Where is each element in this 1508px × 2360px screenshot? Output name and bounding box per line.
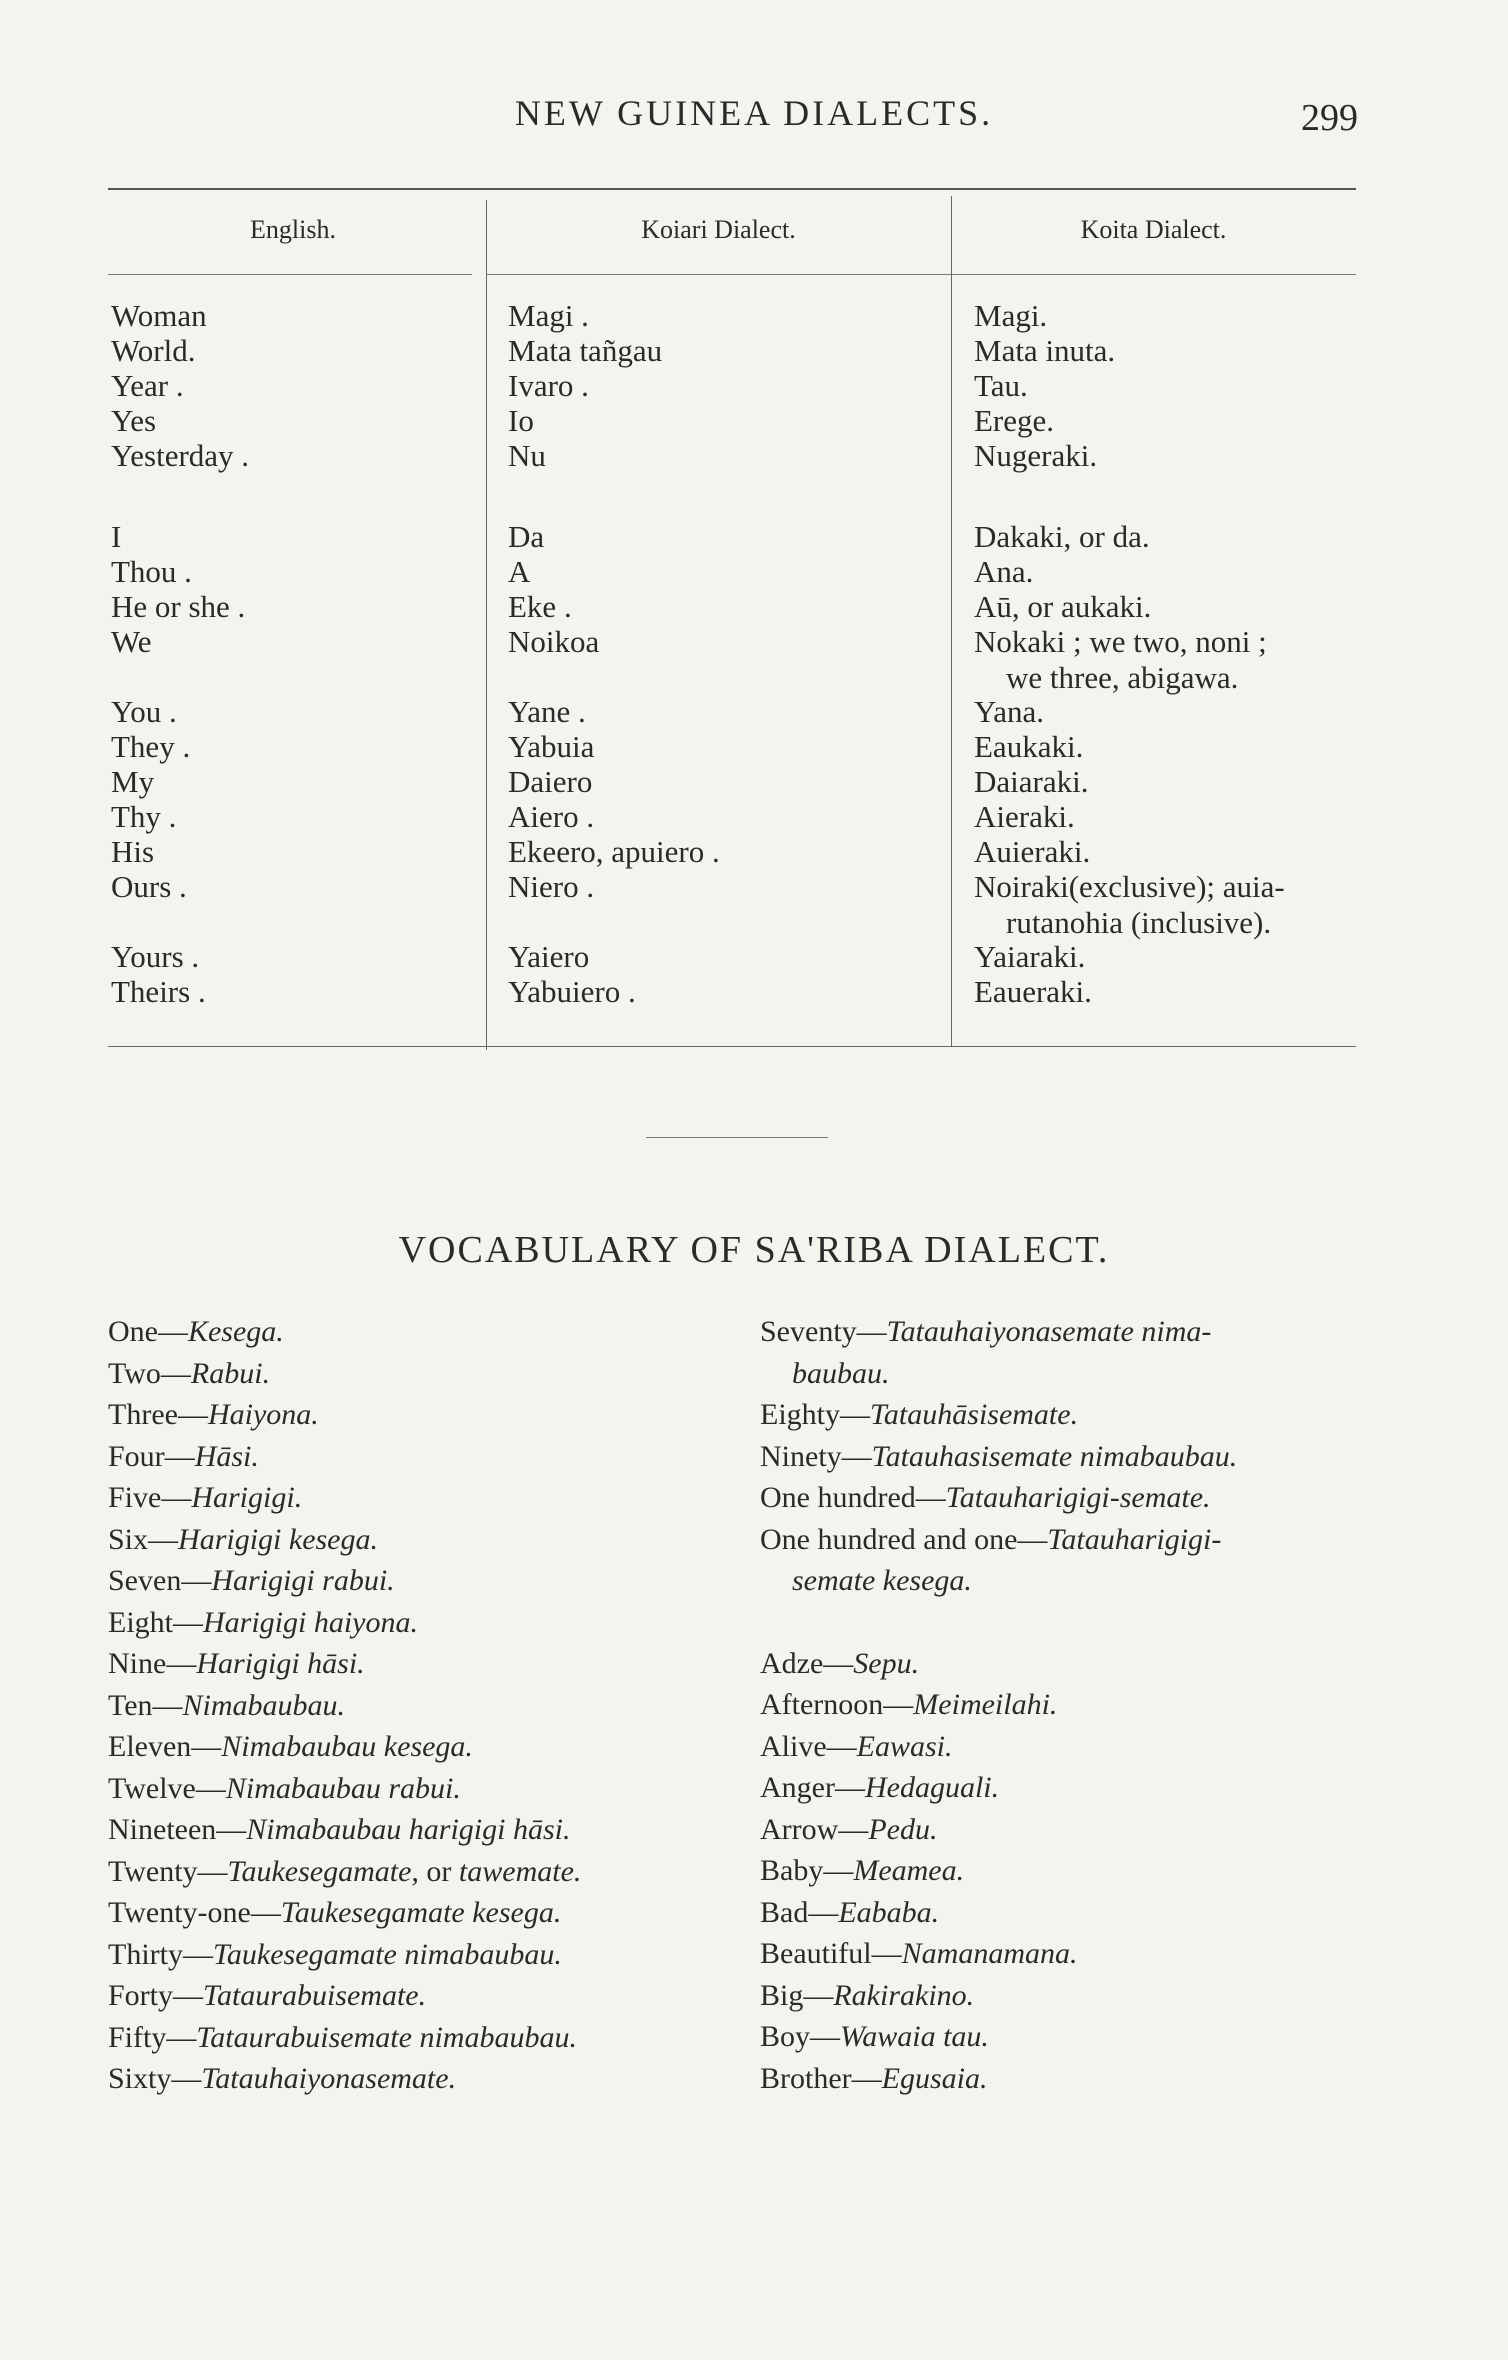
koita-cell bbox=[974, 368, 1362, 404]
dash: — bbox=[838, 1812, 869, 1846]
koita-text: Mata inuta. bbox=[974, 333, 1116, 368]
koita-text-continued: rutanohia (inclusive). bbox=[1006, 905, 1272, 940]
english-cell: I bbox=[111, 519, 122, 554]
dialect-word: Tatauharigigi-semate. bbox=[945, 1481, 1211, 1514]
english-word: Brother bbox=[760, 2061, 852, 2095]
dash: — bbox=[826, 1729, 857, 1763]
vocab-entry bbox=[108, 1892, 748, 1934]
vocab-entry bbox=[760, 1975, 1360, 2017]
vocab-entry bbox=[108, 1311, 748, 1353]
english-word: Alive bbox=[760, 1729, 827, 1763]
english-cell: Yours . bbox=[111, 939, 200, 974]
koita-cell bbox=[974, 939, 1362, 975]
english-word: One hundred bbox=[760, 1481, 916, 1514]
page-number: 299 bbox=[1301, 97, 1358, 139]
english-word: Adze bbox=[760, 1646, 824, 1680]
dash: — bbox=[851, 2061, 882, 2095]
english-cell: We bbox=[111, 624, 152, 659]
koita-cell bbox=[974, 694, 1362, 730]
column-divider-1 bbox=[486, 200, 487, 1050]
vocab-entry bbox=[108, 1602, 748, 1644]
english-word: Seventy bbox=[760, 1315, 857, 1348]
english-cell: Theirs . bbox=[111, 974, 206, 1009]
koiari-cell: Ivaro . bbox=[508, 368, 589, 403]
dialect-word: Harigigi rabui. bbox=[211, 1564, 395, 1597]
header-rule-1 bbox=[108, 274, 472, 275]
dash: — bbox=[152, 1688, 183, 1722]
english-word: Anger bbox=[760, 1771, 835, 1804]
english-word: Ninety bbox=[760, 1439, 842, 1473]
koita-cell bbox=[974, 729, 1362, 765]
koiari-cell: Yabuia bbox=[508, 729, 595, 764]
vocab-entry bbox=[108, 1394, 748, 1436]
dialect-word: Meimeilahi. bbox=[913, 1688, 1058, 1721]
dialect-word: Nimabaubau harigigi hāsi. bbox=[246, 1813, 571, 1846]
koiari-cell: Noikoa bbox=[508, 624, 600, 659]
dialect-word: Wawaia tau. bbox=[840, 2020, 989, 2053]
dialect-word: Taukesegamate nimabaubau. bbox=[213, 1937, 562, 1971]
koiari-cell: Da bbox=[508, 519, 545, 554]
vocabulary-table bbox=[108, 188, 1356, 1048]
dialect-word: Tatauhasisemate nimabaubau. bbox=[871, 1439, 1238, 1473]
dialect-word: Kesega. bbox=[187, 1315, 284, 1348]
koita-cell bbox=[974, 764, 1362, 800]
koita-text: Nokaki ; we two, noni ; bbox=[974, 624, 1267, 659]
dialect-word: Tataurabuisemate. bbox=[203, 1979, 427, 2012]
table-top-rule bbox=[108, 188, 1356, 190]
english-cell: He or she . bbox=[111, 589, 246, 624]
english-cell: They . bbox=[111, 729, 191, 764]
dialect-word: Tataurabuisemate nimabaubau. bbox=[196, 2020, 577, 2054]
dash: — bbox=[808, 1895, 839, 1929]
english-word: Eight bbox=[108, 1605, 173, 1639]
koita-cell bbox=[974, 438, 1362, 474]
english-word: Afternoon bbox=[760, 1688, 884, 1721]
vocab-entry bbox=[760, 1519, 1360, 1561]
running-header: NEW GUINEA DIALECTS. bbox=[514, 93, 994, 133]
koita-text: Tau. bbox=[974, 368, 1028, 403]
koiari-cell: Yaiero bbox=[508, 939, 590, 974]
koita-text: Eaueraki. bbox=[974, 974, 1092, 1009]
vocab-entry bbox=[108, 1726, 748, 1768]
dash: — bbox=[157, 1315, 188, 1348]
vocab-entry bbox=[760, 1892, 1360, 1934]
english-word: Eighty bbox=[760, 1398, 840, 1431]
vocab-entry bbox=[760, 1809, 1360, 1851]
koita-text: Noiraki(exclusive); auia- bbox=[974, 869, 1285, 904]
koita-text: Dakaki, or da. bbox=[974, 519, 1150, 554]
koita-text: Auieraki. bbox=[974, 834, 1091, 869]
koiari-cell: A bbox=[508, 554, 531, 589]
english-word: Bad bbox=[760, 1895, 809, 1929]
dialect-word-continued: baubau. bbox=[792, 1356, 890, 1390]
header-rule-2 bbox=[486, 274, 1356, 275]
english-cell: Yes bbox=[111, 403, 157, 438]
english-cell: Thy . bbox=[111, 799, 177, 834]
vocab-entry bbox=[108, 1685, 748, 1727]
dash: — bbox=[856, 1315, 887, 1348]
vocab-column-right bbox=[760, 1311, 1360, 2099]
english-cell: Year . bbox=[111, 368, 184, 403]
english-word: Arrow bbox=[760, 1812, 839, 1846]
dialect-word: Namanamana. bbox=[901, 1937, 1078, 1970]
koiari-cell: Eke . bbox=[508, 589, 572, 624]
english-word: Beautiful bbox=[760, 1937, 872, 1970]
english-word: One bbox=[108, 1315, 158, 1348]
koita-cell bbox=[974, 298, 1362, 334]
dialect-word: Rakirakino. bbox=[833, 1978, 975, 2012]
koita-cell bbox=[974, 519, 1362, 555]
koiari-cell: Ekeero, apuiero . bbox=[508, 834, 720, 869]
vocab-entry bbox=[108, 2058, 748, 2100]
koita-text: Nugeraki. bbox=[974, 438, 1098, 473]
dash: — bbox=[834, 1771, 865, 1804]
koiari-cell: Daiero bbox=[508, 764, 593, 799]
koita-text: Magi. bbox=[974, 298, 1048, 333]
english-cell: Yesterday . bbox=[111, 438, 250, 473]
english-cell: Ours . bbox=[111, 869, 187, 904]
english-word: Sixty bbox=[108, 2062, 172, 2095]
dash: — bbox=[803, 1978, 834, 2012]
dialect-word: Meamea. bbox=[853, 1854, 965, 1887]
koita-cell bbox=[974, 799, 1362, 835]
vocab-entry bbox=[760, 1477, 1360, 1519]
dash: — bbox=[164, 1439, 195, 1473]
dialect-word: Haiyona. bbox=[207, 1398, 319, 1431]
dash: — bbox=[250, 1896, 281, 1929]
dash: — bbox=[177, 1398, 208, 1431]
koita-cell bbox=[974, 403, 1362, 439]
vocab-entry bbox=[760, 1933, 1360, 1975]
dash: — bbox=[183, 1937, 213, 1971]
english-word: Ten bbox=[108, 1688, 153, 1722]
vocab-entry bbox=[108, 1560, 748, 1602]
vocab-entry bbox=[108, 1519, 748, 1561]
dialect-word: Rabui. bbox=[190, 1356, 271, 1390]
dialect-word: Tatauhaiyonasemate nima- bbox=[886, 1315, 1212, 1348]
dialect-word: Tatauhaiyonasemate. bbox=[201, 2062, 457, 2095]
dash: — bbox=[166, 2020, 197, 2054]
dialect-word: Hedaguali. bbox=[864, 1771, 1000, 1804]
koita-text: Eaukaki. bbox=[974, 729, 1084, 764]
table-bottom-rule bbox=[108, 1046, 1356, 1047]
dialect-word: Nimabaubau rabui. bbox=[225, 1771, 461, 1805]
english-word: Nineteen bbox=[108, 1813, 217, 1846]
koita-text: Ana. bbox=[974, 554, 1034, 589]
dash: — bbox=[173, 1979, 204, 2012]
dialect-word: Nimabaubau. bbox=[182, 1688, 346, 1722]
english-word: Seven bbox=[108, 1564, 182, 1597]
dash: — bbox=[810, 2020, 841, 2053]
dialect-word: Pedu. bbox=[868, 1812, 938, 1846]
dash: — bbox=[197, 1854, 228, 1888]
vocab-entry bbox=[760, 1311, 1360, 1353]
vocab-entry bbox=[760, 1394, 1360, 1436]
english-word: Twelve bbox=[108, 1771, 196, 1805]
koiari-cell: Niero . bbox=[508, 869, 595, 904]
koita-text-continued: we three, abigawa. bbox=[1006, 660, 1239, 695]
dash: — bbox=[173, 1605, 203, 1639]
koiari-cell: Aiero . bbox=[508, 799, 595, 834]
english-cell: World. bbox=[111, 333, 196, 368]
dialect-word: Taukesegamate, bbox=[227, 1854, 419, 1888]
vocab-entry bbox=[760, 1684, 1360, 1726]
dialect-word-alt: tawemate. bbox=[458, 1854, 582, 1888]
koita-cell bbox=[974, 333, 1362, 369]
dialect-word: Eawasi. bbox=[856, 1729, 953, 1763]
vocab-entry bbox=[760, 1767, 1360, 1809]
english-cell: My bbox=[111, 764, 155, 799]
english-word: Forty bbox=[108, 1979, 174, 2012]
koiari-cell: Mata tañgau bbox=[508, 333, 663, 368]
vocab-entry bbox=[108, 2017, 748, 2059]
koiari-cell: Nu bbox=[508, 438, 546, 473]
dialect-word: Nimabaubau kesega. bbox=[221, 1730, 473, 1763]
english-cell: Woman bbox=[111, 298, 207, 333]
english-word: Boy bbox=[760, 2020, 811, 2053]
dash: — bbox=[1017, 1522, 1048, 1556]
vocab-entry bbox=[108, 1436, 748, 1478]
koiari-cell: Yabuiero . bbox=[508, 974, 636, 1009]
koita-cell bbox=[974, 974, 1362, 1010]
koita-text: Erege. bbox=[974, 403, 1055, 438]
dash: — bbox=[871, 1937, 902, 1970]
vocab-entry bbox=[760, 1850, 1360, 1892]
english-word: Five bbox=[108, 1481, 162, 1514]
koita-text: Yana. bbox=[974, 694, 1045, 729]
vocab-entry bbox=[760, 1643, 1360, 1685]
vocab-entry bbox=[108, 1975, 748, 2017]
english-word: Twenty bbox=[108, 1854, 198, 1888]
dialect-word: Eababa. bbox=[838, 1895, 940, 1929]
koita-cell bbox=[974, 834, 1362, 870]
english-cell: You . bbox=[111, 694, 177, 729]
english-word: Six bbox=[108, 1522, 149, 1556]
or-word: or bbox=[418, 1854, 459, 1888]
dash: — bbox=[148, 1522, 179, 1556]
koita-cell bbox=[974, 554, 1362, 590]
english-word: Baby bbox=[760, 1854, 824, 1887]
koiari-cell: Io bbox=[508, 403, 534, 438]
column-header-koiari: Koiari Dialect. bbox=[641, 215, 796, 244]
dash: — bbox=[823, 1854, 854, 1887]
koita-cell bbox=[974, 624, 1362, 696]
dash: — bbox=[161, 1481, 192, 1514]
vocab-entry bbox=[108, 1934, 748, 1976]
vocab-entry bbox=[760, 1726, 1360, 1768]
vocab-entry bbox=[108, 1851, 748, 1893]
english-word: Thirty bbox=[108, 1937, 183, 1971]
koita-cell bbox=[974, 589, 1362, 625]
dash: — bbox=[181, 1564, 212, 1597]
dash: — bbox=[840, 1398, 870, 1431]
dialect-word: Sepu. bbox=[853, 1646, 920, 1680]
column-header-koita: Koita Dialect. bbox=[1080, 215, 1227, 244]
english-word: Twenty-one bbox=[108, 1896, 251, 1929]
dialect-word: Hāsi. bbox=[194, 1439, 259, 1473]
column-header-english: English. bbox=[250, 215, 336, 244]
vocab-entry bbox=[108, 1643, 748, 1685]
koita-text: Aieraki. bbox=[974, 799, 1075, 834]
english-word: Two bbox=[108, 1356, 161, 1390]
dash: — bbox=[195, 1771, 226, 1805]
koiari-cell: Magi . bbox=[508, 298, 589, 333]
dash: — bbox=[160, 1356, 191, 1390]
dialect-word: Tatauharigigi- bbox=[1047, 1522, 1222, 1556]
dialect-word-continued: semate kesega. bbox=[792, 1564, 972, 1597]
dash: — bbox=[883, 1688, 914, 1721]
section-separator bbox=[646, 1137, 828, 1138]
english-word: One hundred and one bbox=[760, 1522, 1018, 1556]
vocab-entry bbox=[760, 2058, 1360, 2100]
english-cell: His bbox=[111, 834, 155, 869]
dialect-word: Taukesegamate kesega. bbox=[280, 1896, 562, 1929]
vocab-column-left bbox=[108, 1311, 748, 2100]
english-word: Four bbox=[108, 1439, 165, 1473]
section-title: VOCABULARY OF SA'RIBA DIALECT. bbox=[398, 1229, 1110, 1271]
english-word: Nine bbox=[108, 1647, 167, 1680]
vocab-entry bbox=[760, 2016, 1360, 2058]
dash: — bbox=[166, 1647, 197, 1680]
dialect-word: Harigigi. bbox=[191, 1481, 303, 1514]
dialect-word: Tatauhāsisemate. bbox=[870, 1398, 1079, 1431]
koita-text: Yaiaraki. bbox=[974, 939, 1086, 974]
vocab-gap bbox=[760, 1602, 1360, 1643]
dash: — bbox=[915, 1481, 946, 1514]
english-word: Eleven bbox=[108, 1730, 192, 1763]
koita-text: Daiaraki. bbox=[974, 764, 1089, 799]
koita-cell bbox=[974, 869, 1362, 941]
vocab-entry bbox=[108, 1353, 748, 1395]
english-cell: Thou . bbox=[111, 554, 192, 589]
vocab-entry bbox=[108, 1768, 748, 1810]
english-word: Big bbox=[760, 1978, 804, 2012]
dialect-word: Harigigi haiyona. bbox=[203, 1605, 418, 1639]
dialect-word: Harigigi kesega. bbox=[178, 1522, 378, 1556]
vocab-entry bbox=[760, 1436, 1360, 1478]
vocab-entry bbox=[108, 1809, 748, 1851]
vocab-entry bbox=[108, 1477, 748, 1519]
dash: — bbox=[823, 1646, 854, 1680]
dash: — bbox=[841, 1439, 872, 1473]
english-word: Three bbox=[108, 1398, 178, 1431]
english-word: Fifty bbox=[108, 2020, 167, 2054]
dash: — bbox=[216, 1813, 247, 1846]
koita-text: Aū, or aukaki. bbox=[974, 589, 1152, 624]
dash: — bbox=[171, 2062, 202, 2095]
dialect-word: Egusaia. bbox=[881, 2061, 988, 2095]
dialect-word: Harigigi hāsi. bbox=[196, 1647, 365, 1680]
koiari-cell: Yane . bbox=[508, 694, 586, 729]
dash: — bbox=[191, 1730, 222, 1763]
